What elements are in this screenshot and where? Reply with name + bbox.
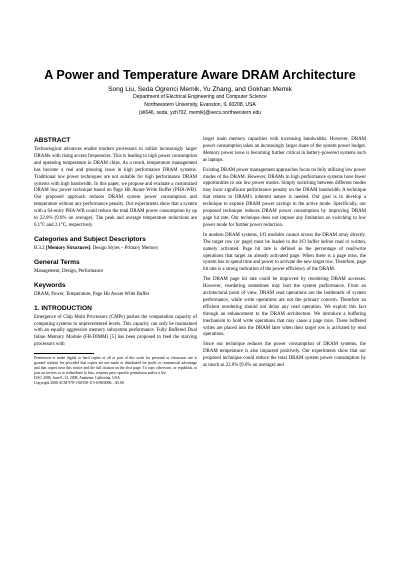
author-list: Song Liu, Seda Ogrenci Memik, Yu Zhang, and Gokhan Memik [108,86,292,93]
general-terms-heading: General Terms [34,258,80,266]
categories-heading: Categories and Subject Descriptors [34,235,146,243]
author-emails: {sli646, seda, yzh702, memik}@eecs.northwestern.edu [138,109,262,116]
copyright-permission: Permission to make digital or hard copies of all or part of this work for personal or classroom use is granted without fee provided that copies are not made or distributed for profit or commercial advantage and that copies bear this notice and the full citation on the first page. To copy otherwise, or republish, to post on servers or to redistribute to lists, requires prior specific permission and/or a fee. [34,356,197,376]
categories-code: B.3.2 [34,245,46,251]
right-column [203,137,366,373]
categories-text [34,246,197,253]
categories-term: [Memory Structures] [45,245,91,251]
abstract-text: Technological advances enable modern processors to utilize increasingly larger DRAMs with rising access frequencies. This is leading to high power consumption and operating temperature in DRAM chips. As a result, temperature management has become a real and pressing issue in high performance DRAM systems. Traditional low power techniques are not suitable for high performance DRAM systems with high bandwidth. In this paper, we propose and evaluate a customized DRAM low power technique based on Page Hit Aware Write Buffer (PHA-WB). Our proposed approach reduces DRAM system power consumption and temperature without any performance penalty. Our experiments show that a system with a 64-entry PHA-WB could reduce the total DRAM power consumption by up to 22.0% (9.6% on average). The peak and average temperature reductions are 6.1°C and 2.1°C, respectively. [34,147,197,228]
paper-title: A Power and Temperature Aware DRAM Architecture [44,68,356,82]
introduction-heading: 1. INTRODUCTION [34,304,92,312]
copyright-conference: DAC 2008, June 8–13, 2008, Anaheim, California, USA [34,376,120,381]
body-paragraph: In modern DRAM systems, I/O modules cannot access the DRAM array directly. The target row (or page) must be loaded to the I/O buffer before read or written, namely activated. Page hit rate is defined as the percentage of read/write operations that target an already activated page. When there is a page miss, the system has to spend time and power to activate the new target row. Therefore, page hit rate is a strong indication of the power efficiency of the DRAM. [203,232,366,273]
abstract-heading: ABSTRACT [34,137,71,144]
copyright-notice: Copyright 2008 ACM 978-1-60558-115-6/08/0006…$5.00 [34,381,124,386]
body-paragraph: The DRAM page hit rate could be improved by reordering DRAM accesses. However, reordering sometimes may hurt the system performance. From an architectural point of view, DRAM read operations are the bottleneck of system performance, while write operations are not the primary concern. Therefore an efficient reordering should not delay any read operation. We exploit this fact through an enhancement to the DRAM architecture. We introduce a buffering mechanism to hold write operations that may cause a page miss. These buffered writes are placed into the DRAM later when their target row is activated by read operations. [203,277,366,338]
keywords-heading: Keywords [34,281,66,289]
body-paragraph: Existing DRAM power management approaches focus on fully utilizing low power modes of the DRAM. However, DRAMs in high performance systems have fewer opportunities to use low power modes. Simply switching between different modes may incur significant performance penalty on the DRAM bandwidth. A technique that relates to DRAM's inherent nature is needed. Our goal is to develop a technique to explore DRAM power savings in the active mode. Specifically, our proposed technique reduces DRAM power consumption by improving DRAM page hit rate. Our technique does not impose any limitation on switching to low power mode for further power reduction. [203,167,366,228]
affiliation-university: Northwestern University, Evanston, IL 60208, USA [144,101,256,108]
left-column [34,137,197,386]
affiliation-dept: Department of Electrical Engineering and Computer Science [133,94,267,100]
body-paragraph: Since our technique reduces the power consumption of DRAM systems, the DRAM temperature is also impacted positively. Our experiments show that our proposed technique could reduce the total DRAM system power consumption by as much as 22.0% (9.6% on average) and [203,342,366,369]
keywords-text: DRAM, Power, Temperature, Page Hit Aware Write Buffer [34,291,150,297]
general-terms-text: Management, Design, Performance [34,268,104,274]
footnote-rule [34,353,94,354]
introduction-text: Emergence of Chip Multi Processors (CMPs) pushes the computation capacity of computing systems to unprecedented levels. This capacity can only be maintained with an equally aggressive memory subsystem performance. Fully Buffered Dual Inline Memory Module (FB-DIMM) [5] has been proposed to feed the starving processors with [34,314,197,348]
body-paragraph: larger main memory capacities with increasing bandwidths. However, DRAM power consumption takes an increasingly larger share of the system power budget. Memory power issue is becoming further critical in battery-powered systems such as laptops. [203,137,366,163]
paper-header [0,68,400,117]
categories-rest: : Design Styles – Primary Memory [90,245,159,251]
